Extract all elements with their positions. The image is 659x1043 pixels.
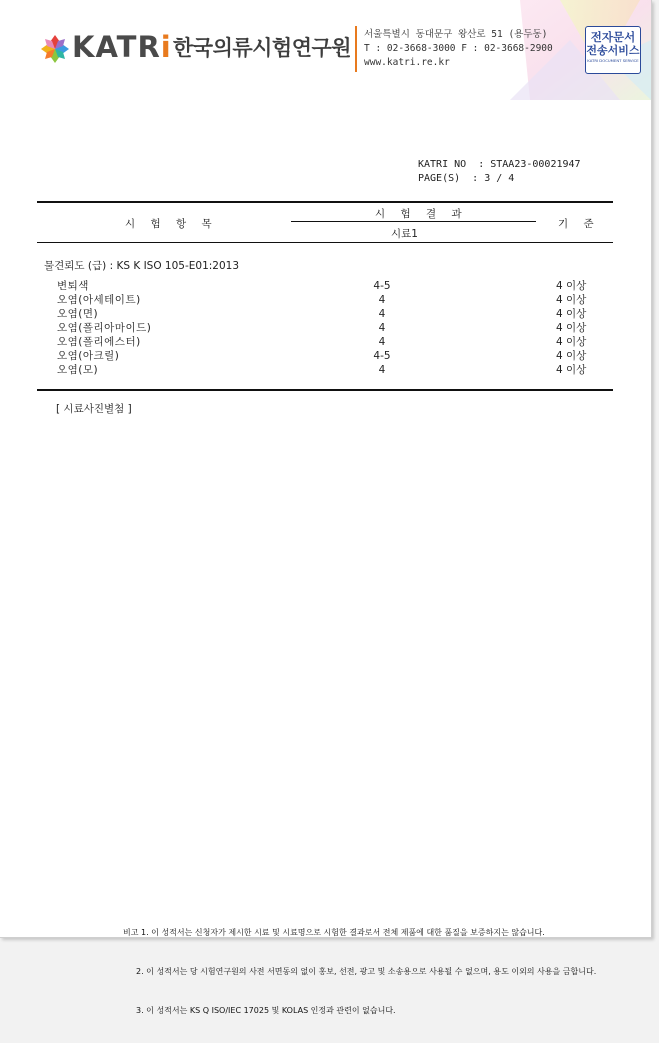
letterhead (0, 0, 651, 100)
result-rows (57, 279, 617, 377)
table-row (57, 321, 617, 335)
report-number: KATRI NO : STAA23-00021947 (418, 159, 581, 170)
row-criteria: 4 이상 (556, 294, 587, 306)
row-result-value: 4 (378, 294, 386, 306)
footer-note-3: 3. 이 성적서는 KS Q ISO/IEC 17025 및 KOLAS 인정과 관련이 없습니다. (136, 1006, 396, 1015)
footer-notes (123, 900, 643, 1043)
row-item-name: 오염(폴리에스터) (57, 336, 141, 348)
e-document-stamp (585, 26, 641, 74)
row-item-name: 오염(면) (57, 308, 99, 320)
row-item-name: 오염(아세테이트) (57, 294, 141, 306)
address-line: 서울특별시 동대문구 왕산로 51 (용두동) (364, 29, 548, 40)
row-criteria: 4 이상 (556, 322, 587, 334)
footer-note-2: 2. 이 성적서는 당 시험연구원의 사전 서면동의 없이 홍보, 선전, 광고 및 소송용으로 사용될 수 없으며, 용도 이외의 사용을 금합니다. (136, 967, 597, 976)
table-header-rule (37, 242, 613, 243)
page-indicator: PAGE(S) : 3 / 4 (418, 173, 515, 184)
row-item-name: 오염(모) (57, 364, 99, 376)
table-row (57, 279, 617, 293)
table-top-rule (37, 201, 613, 203)
row-result-value: 4 (378, 364, 386, 376)
row-criteria: 4 이상 (556, 280, 587, 292)
footer-note-1: 비고 1. 이 성적서는 신청자가 제시한 시료 및 시료명으로 시험한 결과로서 전체 제품에 대한 품질을 보증하지는 않습니다. (123, 928, 545, 937)
table-row (57, 307, 617, 321)
row-result-value: 4 (378, 308, 386, 320)
row-result-value: 4-5 (373, 280, 391, 292)
report-info (418, 158, 581, 186)
result-header-rule (291, 221, 536, 222)
stamp-subtitle: 전송서비스 (586, 44, 640, 57)
table-row (57, 349, 617, 363)
table-row (57, 335, 617, 349)
row-criteria: 4 이상 (556, 350, 587, 362)
row-item-name: 변퇴색 (57, 280, 89, 292)
web-line: www.katri.re.kr (364, 57, 450, 68)
table-row (57, 363, 617, 377)
row-result-value: 4 (378, 336, 386, 348)
row-result-value: 4-5 (373, 350, 391, 362)
organization-name: 한국의류시험연구원 (173, 36, 352, 60)
table-bottom-rule (37, 389, 613, 391)
katri-wordmark: KATRi (72, 30, 172, 64)
stamp-title: 전자문서 (590, 30, 636, 44)
stamp-caption: KATRI DOCUMENT SERVICE (587, 58, 639, 63)
phone-line: T : 02-3668-3000 F : 02-3668-2900 (364, 43, 553, 54)
header-criteria: 기 준 (558, 218, 600, 230)
katri-logo-icon (40, 34, 70, 64)
row-result-value: 4 (378, 322, 386, 334)
header-test-result: 시 험 결 과 (375, 208, 468, 220)
header-sample: 시료1 (391, 228, 418, 240)
header-divider (355, 26, 357, 72)
row-criteria: 4 이상 (556, 336, 587, 348)
row-item-name: 오염(폴리아마이드) (57, 322, 152, 334)
table-row (57, 293, 617, 307)
row-item-name: 오염(아크릴) (57, 350, 120, 362)
contact-block (364, 28, 553, 70)
test-method: 물견뢰도 (급) : KS K ISO 105-E01:2013 (44, 260, 240, 272)
row-criteria: 4 이상 (556, 308, 587, 320)
sample-photo-note: [ 시료사진별첨 ] (56, 403, 132, 415)
header-test-item: 시 험 항 목 (125, 218, 218, 230)
row-criteria: 4 이상 (556, 364, 587, 376)
